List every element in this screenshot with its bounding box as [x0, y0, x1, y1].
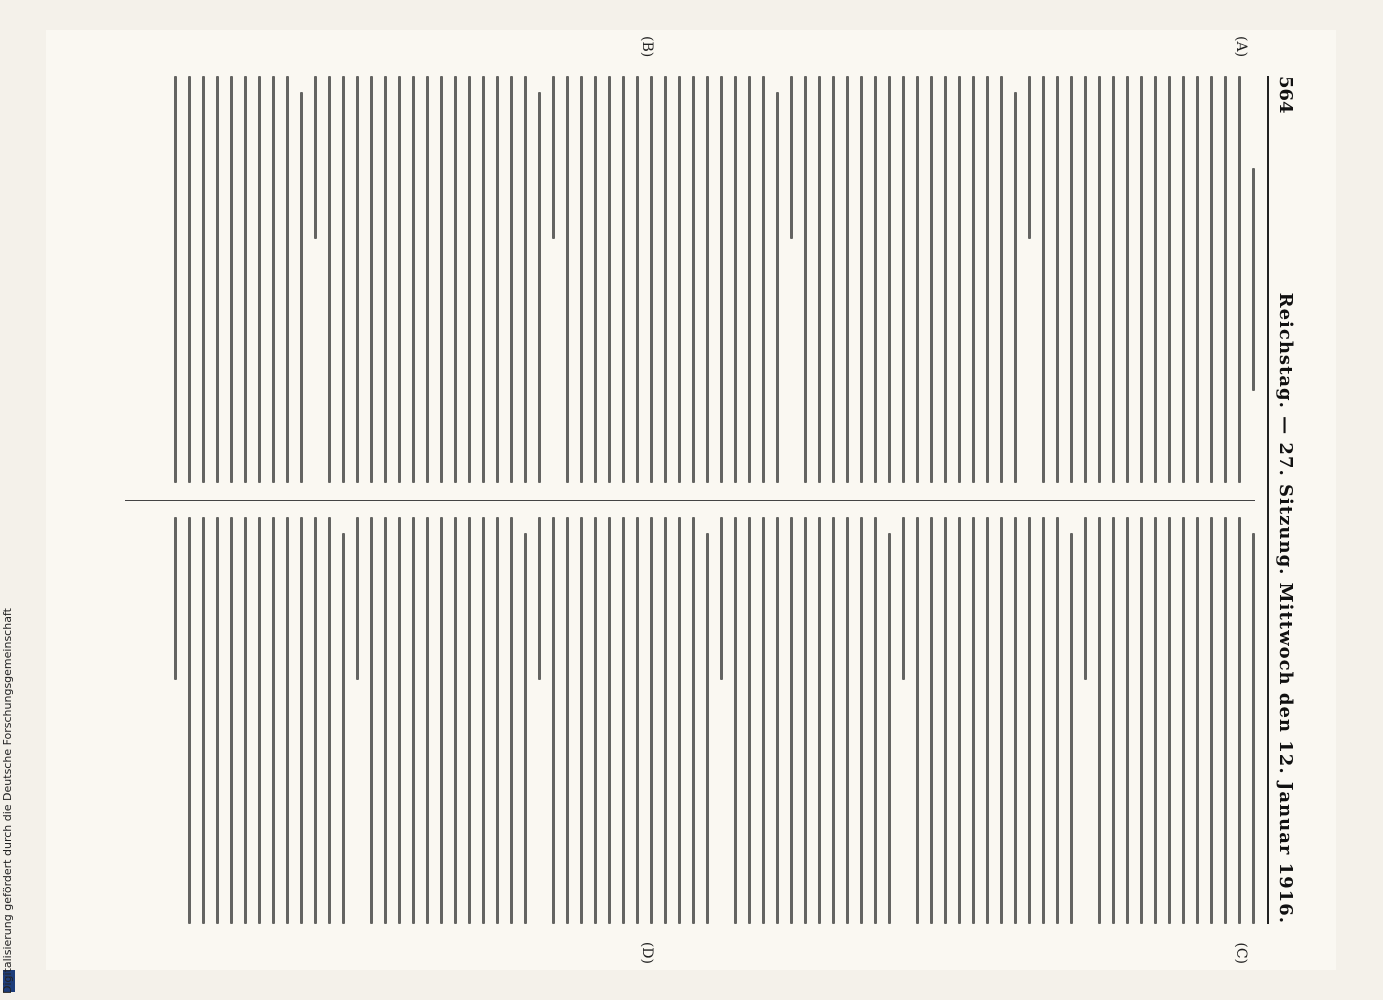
text-line [930, 517, 933, 924]
text-line [482, 76, 485, 483]
text-line [734, 517, 737, 924]
text-line [398, 517, 401, 924]
text-line [860, 76, 863, 483]
text-line [1098, 76, 1101, 483]
text-line [230, 517, 233, 924]
page-title: Reichstag. — 27. Sitzung. Mittwoch den 12. Januar 1916. [1275, 292, 1296, 924]
text-line [678, 517, 681, 924]
text-line [664, 76, 667, 483]
text-line [1252, 168, 1255, 392]
text-line [1126, 76, 1129, 483]
text-line [748, 517, 751, 924]
text-line [286, 517, 289, 924]
text-line [874, 517, 877, 924]
text-line [174, 517, 177, 680]
text-line [1028, 517, 1031, 924]
text-line [986, 76, 989, 483]
text-line [356, 76, 359, 483]
text-line [412, 517, 415, 924]
text-line [720, 517, 723, 680]
text-line [594, 517, 597, 924]
text-line [818, 76, 821, 483]
text-line [384, 517, 387, 924]
text-line [720, 76, 723, 483]
text-line [202, 517, 205, 924]
text-line [1238, 76, 1241, 483]
text-line [1014, 92, 1017, 483]
text-line [986, 517, 989, 924]
text-line [580, 76, 583, 483]
text-line [1070, 533, 1073, 924]
text-line [776, 92, 779, 483]
text-line [916, 517, 919, 924]
text-line [300, 92, 303, 483]
text-line [622, 517, 625, 924]
text-line [1224, 76, 1227, 483]
page-number: 564 [1275, 76, 1296, 114]
text-line [1028, 76, 1031, 239]
text-line [762, 76, 765, 483]
text-line [426, 76, 429, 483]
text-line [286, 76, 289, 483]
text-line [426, 517, 429, 924]
text-line [930, 76, 933, 483]
page-header [1267, 76, 1296, 924]
text-line [916, 76, 919, 483]
margin-marker-c: (C) [1233, 942, 1249, 964]
text-line [468, 76, 471, 483]
text-line [272, 517, 275, 924]
text-line [552, 517, 555, 924]
text-line [496, 517, 499, 924]
text-line [1084, 517, 1087, 680]
text-line [1126, 517, 1129, 924]
text-line [874, 76, 877, 483]
text-line [1238, 517, 1241, 924]
text-line [202, 76, 205, 483]
text-columns [125, 36, 1255, 964]
text-line [1196, 76, 1199, 483]
text-line [482, 517, 485, 924]
text-line [566, 517, 569, 924]
text-line [706, 76, 709, 483]
margin-marker-b: (B) [639, 36, 655, 58]
text-line [174, 76, 177, 483]
text-line [1182, 517, 1185, 924]
text-line [566, 76, 569, 483]
text-line [776, 517, 779, 924]
text-line [272, 76, 275, 483]
text-line [678, 76, 681, 483]
text-line [692, 517, 695, 924]
text-line [902, 517, 905, 680]
text-line [230, 76, 233, 483]
text-line [1042, 517, 1045, 924]
margin-marker-a: (A) [1233, 36, 1249, 58]
text-line [398, 76, 401, 483]
text-line [832, 517, 835, 924]
text-line [524, 76, 527, 483]
text-line [1000, 76, 1003, 483]
text-line [188, 76, 191, 483]
text-line [790, 76, 793, 239]
text-line [846, 76, 849, 483]
text-line [328, 517, 331, 924]
text-line [328, 76, 331, 483]
text-line [1112, 76, 1115, 483]
text-line [762, 517, 765, 924]
text-line [972, 76, 975, 483]
text-line [342, 76, 345, 483]
text-line [1252, 533, 1255, 924]
text-line [1042, 76, 1045, 483]
text-line [258, 517, 261, 924]
text-line [370, 76, 373, 483]
text-line [1070, 76, 1073, 483]
text-line [902, 76, 905, 483]
text-line [1168, 517, 1171, 924]
text-line [622, 76, 625, 483]
text-line [1112, 517, 1115, 924]
text-line [216, 76, 219, 483]
text-line [356, 517, 359, 680]
text-line [958, 76, 961, 483]
text-line [608, 517, 611, 924]
text-line [384, 76, 387, 483]
text-line [412, 76, 415, 483]
text-line [1056, 517, 1059, 924]
margin-marker-d: (D) [639, 941, 655, 964]
text-line [1182, 76, 1185, 483]
text-line [636, 76, 639, 483]
text-line [804, 76, 807, 483]
text-line [188, 517, 191, 924]
text-line [944, 76, 947, 483]
text-line [818, 517, 821, 924]
text-line [958, 517, 961, 924]
newspaper-page [46, 30, 1336, 970]
text-line [1056, 76, 1059, 483]
text-line [1210, 517, 1213, 924]
text-line [888, 533, 891, 924]
text-line [636, 517, 639, 924]
text-line [1168, 76, 1171, 483]
text-line [510, 76, 513, 483]
text-line [342, 533, 345, 924]
text-line [804, 517, 807, 924]
text-line [244, 517, 247, 924]
right-column [125, 517, 1255, 924]
text-line [440, 76, 443, 483]
text-line [664, 517, 667, 924]
text-line [1014, 517, 1017, 924]
text-line [538, 92, 541, 483]
text-line [440, 517, 443, 924]
text-line [1224, 517, 1227, 924]
text-line [454, 517, 457, 924]
text-line [258, 76, 261, 483]
text-line [1098, 517, 1101, 924]
text-line [748, 76, 751, 483]
text-line [1196, 517, 1199, 924]
text-line [846, 517, 849, 924]
text-line [944, 517, 947, 924]
text-line [1154, 517, 1157, 924]
text-line [1140, 76, 1143, 483]
text-line [832, 76, 835, 483]
text-line [650, 76, 653, 483]
text-line [216, 517, 219, 924]
text-line [314, 76, 317, 239]
text-line [1154, 76, 1157, 483]
text-line [468, 517, 471, 924]
text-line [244, 76, 247, 483]
left-column [125, 76, 1255, 483]
text-line [860, 517, 863, 924]
text-line [1140, 517, 1143, 924]
text-line [734, 76, 737, 483]
text-line [300, 517, 303, 924]
text-line [510, 517, 513, 924]
text-line [314, 517, 317, 924]
text-line [454, 76, 457, 483]
text-line [972, 517, 975, 924]
text-line [1000, 517, 1003, 924]
text-line [552, 76, 555, 239]
text-line [1084, 76, 1087, 483]
text-line [692, 76, 695, 483]
text-line [370, 517, 373, 924]
text-line [608, 76, 611, 483]
text-line [538, 517, 541, 680]
text-line [580, 517, 583, 924]
text-line [790, 517, 793, 924]
digitization-credit: Digitalisierung gefördert durch die Deutsche Forschungsgemeinschaft [1, 608, 14, 994]
text-line [650, 517, 653, 924]
text-line [496, 76, 499, 483]
text-line [524, 533, 527, 924]
text-line [1210, 76, 1213, 483]
text-line [594, 76, 597, 483]
text-line [706, 533, 709, 924]
text-line [888, 76, 891, 483]
